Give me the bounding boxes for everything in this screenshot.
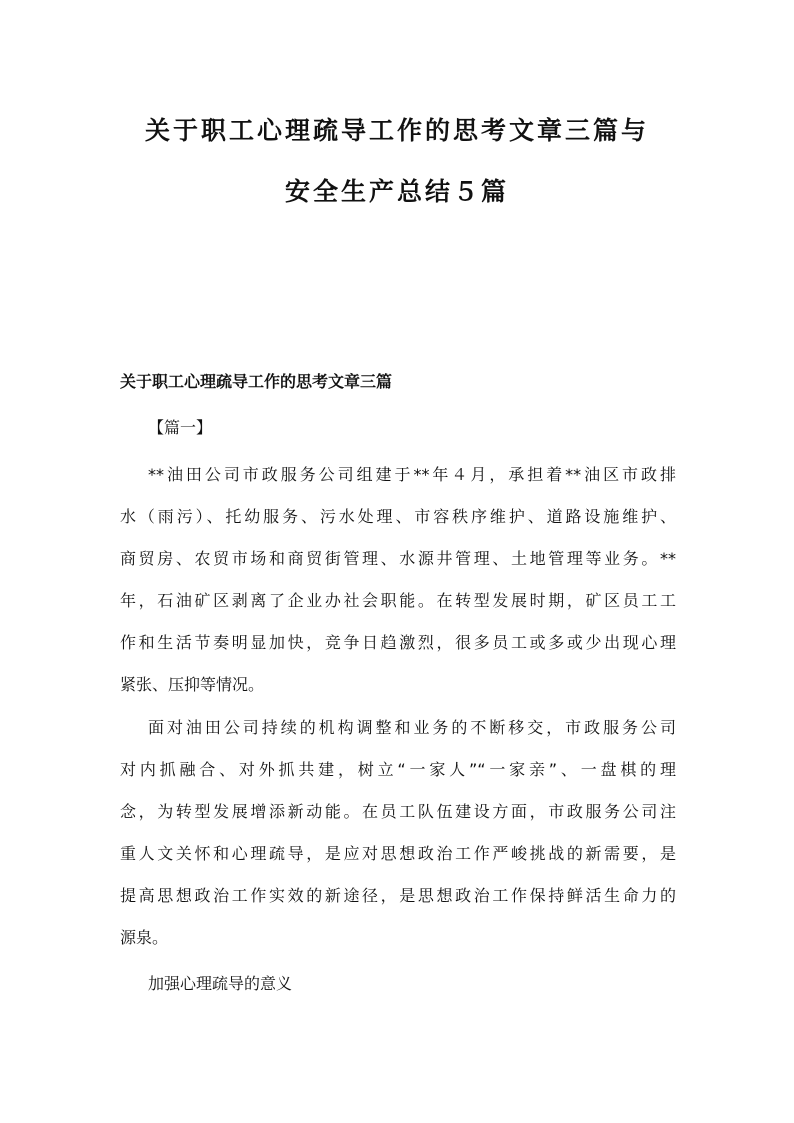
paragraph-line: 面对油田公司持续的机构调整和业务的不断移交，市政服务公司 bbox=[148, 718, 676, 737]
subheading: 加强心理疏导的意义 bbox=[148, 974, 293, 993]
document-title-line-2: 安全生产总结５篇 bbox=[284, 177, 509, 206]
paragraph-line: 对内抓融合、对外抓共建，树立“一家人”“一家亲”、一盘棋的理 bbox=[120, 760, 676, 779]
paragraph-line: 重人文关怀和心理疏导，是应对思想政治工作严峻挑战的新需要，是 bbox=[120, 844, 676, 863]
paragraph-line: 提高思想政治工作实效的新途径，是思想政治工作保持鲜活生命力的 bbox=[120, 886, 676, 905]
paragraph-line: 紧张、压抑等情况。 bbox=[120, 675, 265, 694]
paragraph-2 bbox=[120, 707, 676, 959]
paragraph-line: 作和生活节奏明显加快，竞争日趋激烈，很多员工或多或少出现心理 bbox=[120, 633, 676, 652]
paragraph-line: 源泉。 bbox=[120, 928, 169, 947]
paragraph-line: **油田公司市政服务公司组建于**年４月，承担着**油区市政排 bbox=[148, 465, 676, 484]
document-title-line-1: 关于职工心理疏导工作的思考文章三篇与 bbox=[144, 116, 649, 145]
section-heading: 关于职工心理疏导工作的思考文章三篇 bbox=[120, 372, 393, 391]
part-label: 【篇一】 bbox=[148, 418, 213, 437]
paragraph-line: 念，为转型发展增添新动能。在员工队伍建设方面，市政服务公司注 bbox=[120, 802, 676, 821]
paragraph-line: 年，石油矿区剥离了企业办社会职能。在转型发展时期，矿区员工工 bbox=[120, 591, 676, 610]
paragraph-1 bbox=[120, 454, 676, 706]
paragraph-line: 商贸房、农贸市场和商贸街管理、水源井管理、土地管理等业务。** bbox=[120, 549, 676, 568]
paragraph-line: 水（雨污）、托幼服务、污水处理、市容秩序维护、道路设施维护、 bbox=[120, 507, 676, 526]
